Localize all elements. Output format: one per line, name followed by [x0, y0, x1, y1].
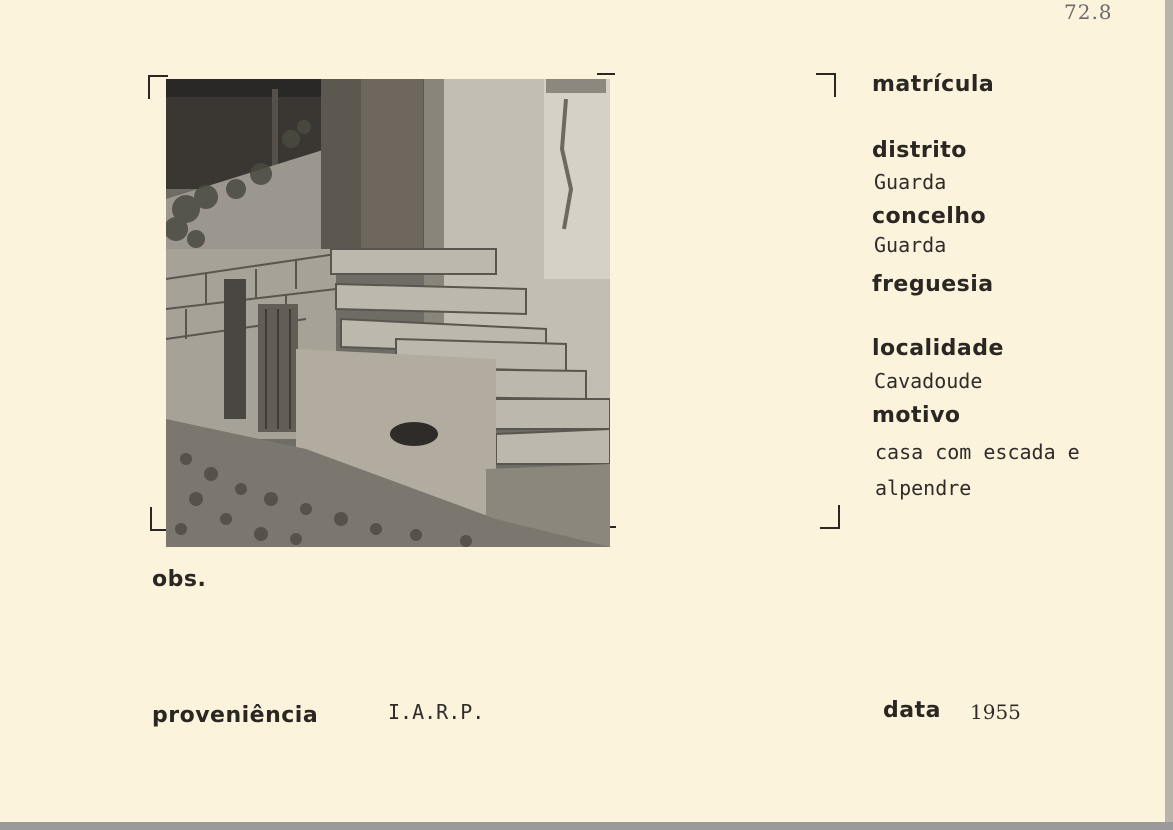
scan-edge-bottom	[0, 822, 1173, 830]
crop-mark-field-bottom	[820, 505, 840, 529]
distrito-label: distrito	[872, 138, 967, 163]
freguesia-label: freguesia	[872, 272, 994, 297]
distrito-value: Guarda	[874, 170, 947, 194]
house-photograph	[166, 79, 610, 547]
proveniencia-value: I.A.R.P.	[388, 700, 485, 724]
card-number: 72.8	[1064, 0, 1113, 24]
obs-label: obs.	[152, 567, 207, 592]
crop-mark-top-left	[148, 75, 168, 99]
scan-edge-right	[1165, 0, 1173, 830]
localidade-label: localidade	[872, 336, 1004, 361]
concelho-label: concelho	[872, 204, 987, 229]
motivo-label: motivo	[872, 403, 961, 428]
crop-mark-field-top	[816, 73, 836, 97]
data-value: 1955	[970, 700, 1021, 724]
matricula-label: matrícula	[872, 72, 995, 97]
concelho-value: Guarda	[874, 233, 947, 257]
motivo-value-line2: alpendre	[875, 476, 972, 500]
data-label: data	[883, 698, 941, 723]
proveniencia-label: proveniência	[152, 703, 319, 728]
motivo-value-line1: casa com escada e	[875, 440, 1080, 464]
localidade-value: Cavadoude	[874, 369, 983, 393]
